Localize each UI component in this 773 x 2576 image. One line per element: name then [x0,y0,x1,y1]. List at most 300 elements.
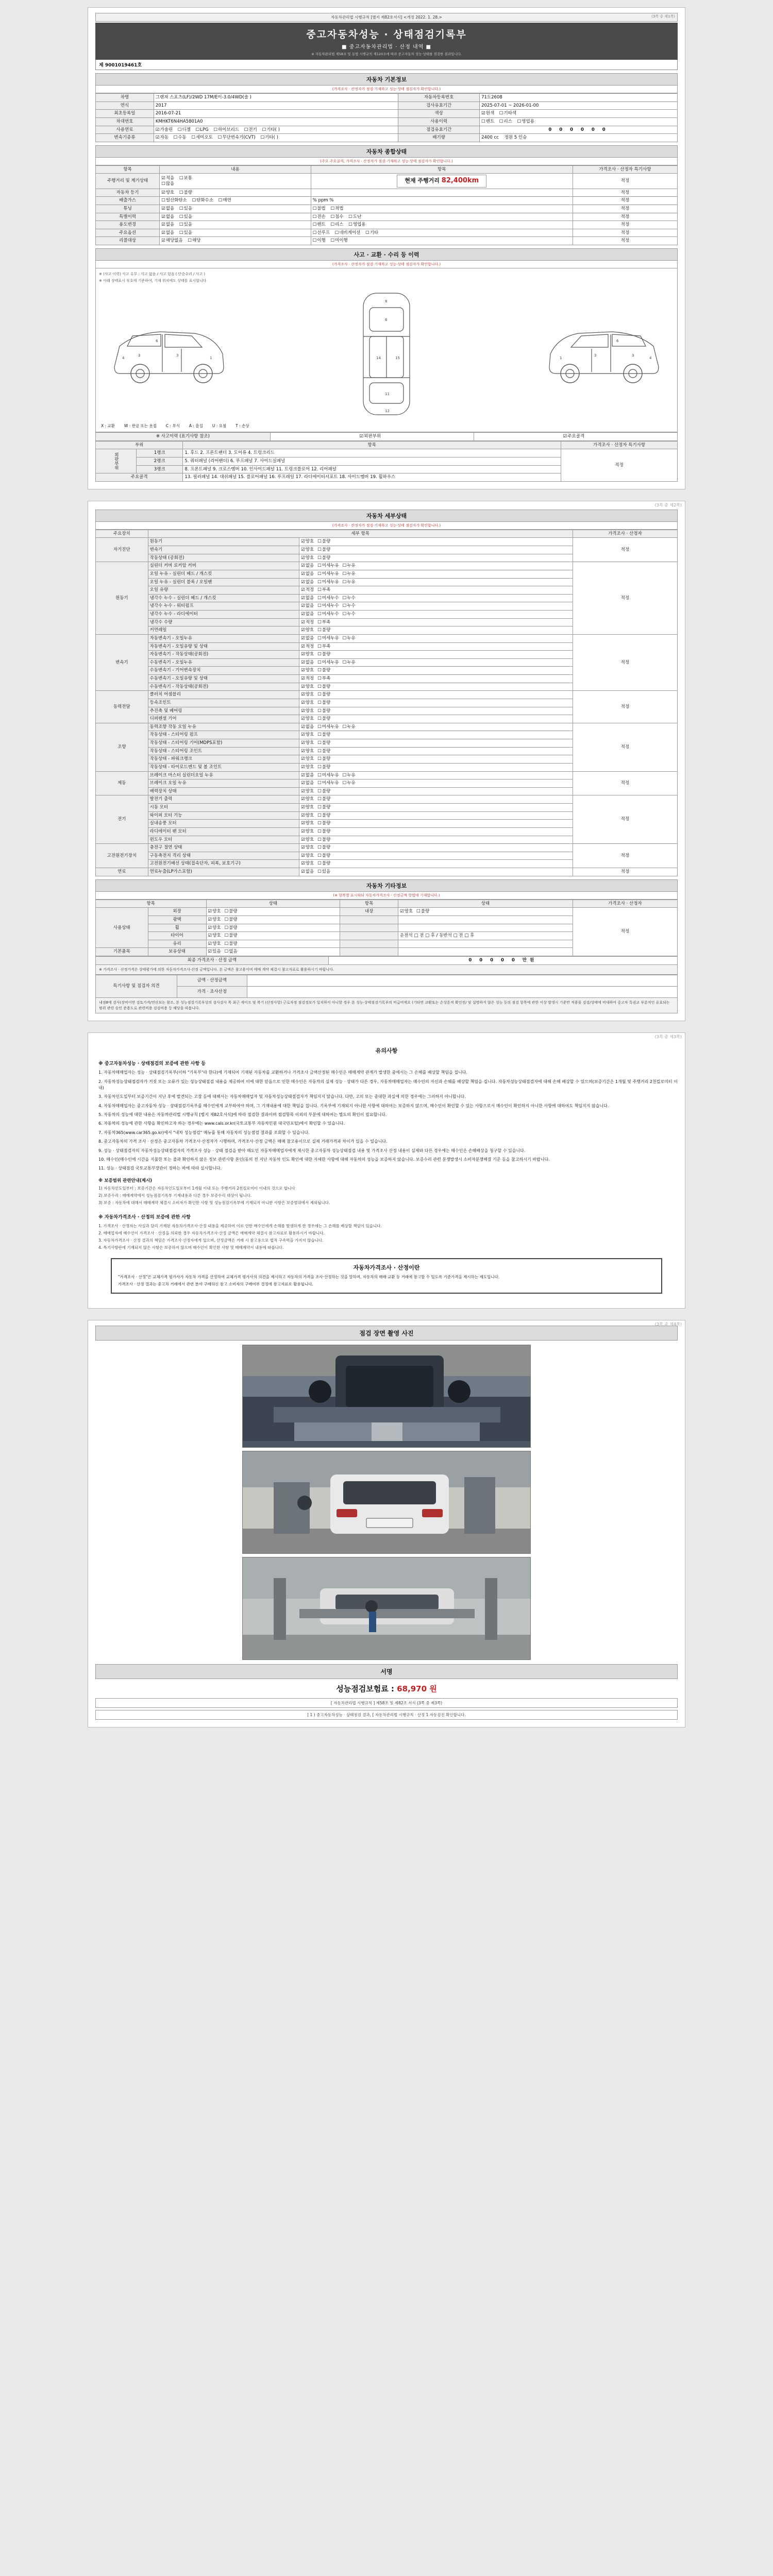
rank-items: 8. 프론트패널 9. 크로스멤버 10. 인사이드패널 11. 트렁크플로어 12. 리어패널 [183,465,561,473]
detail-option-1[interactable]: ☐ 불량 [317,749,330,754]
detail-note-cell: 적정 [573,562,677,635]
other-item-label: 타이어 [148,932,206,940]
detail-option-0[interactable]: ☑ 없음 [301,603,314,609]
detail-option-1[interactable]: ☐ 불량 [317,805,330,810]
detail-option-0[interactable]: ☑ 양호 [301,668,314,673]
other-option-0[interactable]: ☑ 양호 [208,917,221,923]
fuel-option-3[interactable]: ☐ 하이브리드 [213,127,239,133]
state-sub-checkboxes [311,221,573,229]
device-group-label: 동력전달 [96,691,148,723]
notice-item: 4. 자동차매매업자는 중고자동차 성능 · 상태점검기록부를 매수인에게 교부하여야 하며, 그 기재내용에 대한 책임을 집니다. 기록부에 기재되지 아니한 사항에 대하여는 보증하지 않으며, 매수인이 확인할 수 있는 사항으로서 매수인이 확인하지 아니한 사항에 대하여도 책임지지 않습니다. [98,1103,609,1108]
detail-item-checkboxes [299,787,573,795]
detail-option-1[interactable]: ☐ 불량 [317,853,330,859]
row-label: 변속기종류 [96,134,154,142]
state-checkboxes [160,221,311,229]
opt-1[interactable]: ☐ 있음 [179,206,192,212]
detail-option-0[interactable]: ☑ 양호 [301,796,314,802]
device-group-label: 원동기 [96,562,148,635]
detail-option-0[interactable]: ☑ 양호 [301,692,314,698]
detail-option-0[interactable]: ☑ 없음 [301,596,314,601]
detail-option-1[interactable]: ☐ 불량 [317,547,330,553]
detail-option-1[interactable]: ☐ 불량 [317,861,330,867]
detail-option-1[interactable]: ☐ 미세누유 [317,571,339,577]
detail-option-0[interactable]: ☑ 없음 [301,612,314,617]
detail-option-1[interactable]: ☐ 불량 [317,732,330,738]
detail-option-1[interactable]: ☐ 불량 [317,837,330,843]
detail-option-1[interactable]: ☐ 불량 [317,829,330,835]
transmission-checkboxes [154,134,398,142]
svg-text:3: 3 [138,353,141,358]
detail-item-checkboxes [299,723,573,731]
other-item-label-2: 내장 [340,908,398,916]
accident-note-cell: 적정 [561,449,678,482]
detail-option-1[interactable]: ☐ 미세누수 [317,603,339,609]
footer-note-1: [ 자동차관리법 시행규칙 ] 제58조 및 제82조 서식 (3쪽 중 제3쪽) [95,1698,678,1708]
detail-option-1[interactable]: ☐ 불량 [317,789,330,794]
detail-option-0[interactable]: ☑ 양호 [301,716,314,722]
detail-option-1[interactable]: ☐ 부족 [317,644,330,650]
frame-option[interactable]: ☑ 주요골격 [563,434,584,439]
detail-option-0[interactable]: ☑ 양호 [301,749,314,754]
sub-opt-1[interactable]: ☐ 네비게이션 [335,230,361,236]
device-group-label: 전기 [96,795,148,844]
detail-option-2[interactable]: ☐ 누유 [343,724,356,730]
detail-option-2[interactable]: ☐ 누유 [343,781,356,786]
sub-opt-2[interactable]: ☐ 기타 [365,230,378,236]
detail-option-0[interactable]: ☑ 없음 [301,636,314,641]
table-row [96,197,678,205]
detail-option-0[interactable]: ☑ 양호 [301,708,314,714]
detail-item-label: 브레이크 오일 누유 [148,779,299,788]
other-item-label-2 [340,948,398,956]
use-option-1[interactable]: ☐ 리스 [499,119,512,125]
table-row [96,221,678,229]
row-label: 자동차등록번호 [398,94,480,102]
col-header-note: 가격조사 · 산정자 특기사항 [561,441,678,449]
rank-items: 5. 쿼터패널 (리어팬더) 6. 루프패널 7. 사이드실패널 [183,457,561,465]
detail-item-label: 동력조향 작동 오일 누유 [148,723,299,731]
detail-option-0[interactable]: ☑ 양호 [301,652,314,657]
sub-opt-0[interactable]: ☐ 불법 [313,206,326,212]
mileage-option-2[interactable]: ☐ 많음 [161,181,174,187]
detail-option-0[interactable]: ☑ 양호 [301,765,314,770]
color-option-1[interactable]: ☐ 기타색 [499,111,516,116]
state-checkboxes [160,229,311,237]
fuel-option-2[interactable]: ☐ LPG [196,127,209,133]
detail-option-0[interactable]: ☑ 적정 [301,676,314,682]
detail-option-0[interactable]: ☑ 양호 [301,740,314,746]
damage-legend [99,421,674,429]
mileage-value-cell [311,174,573,189]
detail-option-1[interactable]: ☐ 부족 [317,676,330,682]
other-option2-1[interactable]: ☐ 불량 [416,909,429,914]
svg-text:6: 6 [616,339,619,343]
photo-rear-image [243,1451,531,1554]
detail-item-checkboxes [299,546,573,554]
final-price-label: 최종 가격조사 · 산정 금액 [96,957,329,965]
other-option-0[interactable]: ☑ 있음 [208,949,221,955]
use-option-2[interactable]: ☐ 영업용 [517,119,534,125]
opt-0[interactable]: ☑ 해당없음 [161,238,182,244]
notice-sub-item: 1. 가격조사 · 산정자는 사실과 달리 기재된 자동차가격조사·산정 내용을 제공하여 이로 인한 매수인에게 손해를 발생하게 한 경우에는 그 손해를 배상할 책임이 있습니다. [98,1223,382,1228]
detail-option-1[interactable]: ☐ 미세누유 [317,563,339,569]
opt-1[interactable]: ☐ 해당 [188,238,200,244]
detail-option-1[interactable]: ☐ 불량 [317,555,330,561]
sub-opt-0[interactable]: ☐ 렌트 [313,222,326,228]
detail-option-0[interactable]: ☑ 없음 [301,724,314,730]
detail-option-2[interactable]: ☐ 누유 [343,571,356,577]
detail-option-2[interactable]: ☐ 누유 [343,773,356,778]
row-label: 차명 [96,94,154,102]
other-option2-0[interactable]: ☑ 양호 [400,909,413,914]
row-label-mileage: 주행거리 및 계기상태 [96,174,160,189]
other-option-0[interactable]: ☑ 양호 [208,925,221,931]
detail-item-label: 작동상태 - 스티어링 조인트 [148,747,299,755]
detail-option-1[interactable]: ☐ 불량 [317,628,330,633]
row-label: 자동차 등기 [96,189,160,197]
section-other-title: 자동차 기타정보 [95,879,678,892]
detail-option-1[interactable]: ☐ 미세누유 [317,781,339,786]
detail-option-1[interactable]: ☐ 불량 [317,740,330,746]
detail-item-checkboxes [299,651,573,659]
detail-option-1[interactable]: ☐ 있음 [317,869,330,875]
car-top-diagram [348,287,425,421]
legend-t: T : 손상 [236,423,249,428]
other-option-0[interactable]: ☑ 양호 [208,909,221,914]
opt-0[interactable]: ☑ 없음 [161,214,174,220]
table-header-row [96,165,678,174]
detail-option-1[interactable]: ☐ 불량 [317,692,330,698]
rank-items: 13. 필러패널 14. 대쉬패널 15. 플로어패널 16. 루프레일 17. 라디에이터서포트 18. 사이드멤버 19. 휠하우스 [183,473,561,482]
detail-option-0[interactable]: ☑ 양호 [301,837,314,843]
detail-item-label: 시동 모터 [148,804,299,812]
sub-opt-2[interactable]: ☐ 도난 [348,214,361,220]
photo-rear-view[interactable] [242,1451,531,1554]
legend-u: U : 요철 [212,423,227,428]
section-accident-subtitle: (가격조사 · 산정자가 점검·기재하고 성능·상태 점검자가 확인합니다.) [95,261,678,268]
detail-option-2[interactable]: ☐ 누유 [343,636,356,641]
sub-opt-0[interactable]: ☐ 이행 [313,238,326,244]
other-group-label: 사용상태 [96,908,148,948]
detail-option-0[interactable]: ☑ 양호 [301,813,314,819]
row-label: 차대번호 [96,117,154,126]
mileage-label: 현재 주행거리 [405,177,440,184]
detail-option-2[interactable]: ☐ 누유 [343,563,356,569]
sub-opt-0[interactable]: ☐ 선루프 [313,230,330,236]
detail-item-checkboxes [299,795,573,804]
detail-item-label: 수동변속기 - 기어변속장치 [148,667,299,675]
note-cell: 적정 [573,174,677,189]
col-header-items: 항목 [183,441,561,449]
opt-1[interactable]: ☐ 불량 [179,190,192,196]
outer-panel-group-label: 외판부위 [96,449,137,473]
table-row [96,229,678,237]
detail-option-1[interactable]: ☐ 불량 [317,700,330,706]
other-item-label: 보유상태 [148,948,206,956]
table-row [96,134,678,142]
table-row [96,975,678,987]
page-number-2: (3쪽 중 제2쪽) [654,502,682,507]
opt-1[interactable]: ☐ 있음 [179,230,192,236]
table-row [96,237,678,245]
detail-option-0[interactable]: ☑ 양호 [301,805,314,810]
detail-option-0[interactable]: ☑ 양호 [301,845,314,851]
detail-option-1[interactable]: ☐ 불량 [317,668,330,673]
mileage-option-0[interactable]: ☑ 적음 [161,176,174,181]
detail-item-label: 와이퍼 모터 기능 [148,811,299,820]
opt-0[interactable]: ☑ 없음 [161,222,174,228]
detail-option-0[interactable]: ☑ 양호 [301,547,314,553]
sub-opt-0[interactable]: ☐ 전손 [313,214,326,220]
page-subtitle: ■ 중고자동차관리법 · 산정 내역 ■ [342,44,431,50]
notice-item: 5. 자동차의 성능에 대한 내용은 자동차관리법 시행규칙 [별지 제82호서식]에 따라 점검한 결과이며 점검항목 이외의 부분에 대하여는 별도의 확인이 필요합니다. [98,1112,387,1117]
detail-item-label: 수동변속기 - 오일누유 [148,658,299,667]
table-row [96,868,678,876]
other-option-1[interactable]: ☐ 불량 [225,933,238,939]
car-side-right-diagram [540,305,669,403]
detail-option-2[interactable]: ☐ 누수 [343,603,356,609]
detail-option-0[interactable]: ☑ 없음 [301,571,314,577]
other-item-label: 휠 [148,924,206,932]
frame-check [474,433,677,441]
detail-item-checkboxes [299,771,573,779]
table-row [96,844,678,852]
overall-state-table [95,165,678,245]
photo-lift-technician[interactable] [242,1557,531,1660]
detail-item-label: 작동상태 - 타이로드엔드 및 볼 조인트 [148,763,299,771]
detail-item-checkboxes [299,755,573,764]
detail-option-1[interactable]: ☐ 미세누유 [317,580,339,585]
detail-option-0[interactable]: ☑ 양호 [301,555,314,561]
notice-sub-list-2 [95,1185,678,1206]
detail-option-1[interactable]: ☐ 불량 [317,765,330,770]
detail-option-1[interactable]: ☐ 불량 [317,652,330,657]
table-row [96,957,678,965]
detail-item-checkboxes [299,827,573,836]
detail-option-0[interactable]: ☑ 없음 [301,869,314,875]
trans-option-2[interactable]: ☐ 세미오토 [191,135,212,141]
state-checkboxes [160,197,311,205]
device-group-label: 자기진단 [96,538,148,562]
row-label: 점검유효기간 [398,126,480,134]
table-header-row [96,441,678,449]
other-note-cell: 적정 [573,908,677,956]
svg-text:11: 11 [385,392,390,396]
detail-option-0[interactable]: ☑ 양호 [301,829,314,835]
other-option-1[interactable]: ☐ 불량 [225,909,238,914]
page-title: 중고자동차성능 · 상태점검기록부 [306,29,467,40]
detail-item-label: 냉각수 누수 - 워터펌프 [148,602,299,611]
detail-option-0[interactable]: ☑ 양호 [301,789,314,794]
opt-1[interactable]: ☐ 있음 [179,222,192,228]
detail-option-0[interactable]: ☑ 없음 [301,660,314,666]
detail-option-0[interactable]: ☑ 적정 [301,587,314,593]
document-title-block [95,23,678,60]
mileage-option-1[interactable]: ☐ 보통 [179,176,192,181]
detail-option-2[interactable]: ☐ 누수 [343,596,356,601]
other-option-1[interactable]: ☐ 불량 [225,941,238,947]
detail-item-label: 클러치 어셈블리 [148,691,299,699]
table-row [96,562,678,570]
notice-sub-item: 3) 보증 : 자동차에 대해서 매매계약 체결시 소비자가 확인한 사항 및 성능점검기록부에 기재되지 아니한 사항은 보증범위에서 제외됩니다. [98,1200,330,1206]
detail-option-0[interactable]: ☑ 없음 [301,563,314,569]
detail-option-1[interactable]: ☐ 미세누유 [317,773,339,778]
detail-option-1[interactable]: ☐ 부족 [317,620,330,625]
other-item-label-2 [340,932,398,940]
row-label: 사용이력 [398,117,480,126]
detail-item-checkboxes [299,570,573,578]
trans-option-0[interactable]: ☑ 자동 [156,135,169,141]
detail-option-0[interactable]: ☑ 양호 [301,821,314,826]
color-checkboxes [480,110,678,118]
fuel-option-0[interactable]: ☑ 가솔린 [156,127,173,133]
detail-item-label: 작동상태 - 스티어링 펌프 [148,731,299,739]
notice-list [95,1070,678,1172]
opt-2[interactable]: ☐ 매연 [219,198,231,204]
detail-item-label: 오일 누유 - 실린더 헤드 / 개스킷 [148,570,299,578]
detail-option-1[interactable]: ☐ 불량 [317,539,330,545]
table-row [96,538,678,546]
other-option-0[interactable]: ☑ 양호 [208,933,221,939]
detail-option-2[interactable]: ☐ 누수 [343,612,356,617]
svg-text:4: 4 [649,356,652,360]
use-option-0[interactable]: ☐ 렌트 [481,119,494,125]
state-extra [311,189,573,197]
detail-option-1[interactable]: ☐ 불량 [317,796,330,802]
photo-underbody[interactable] [242,1345,531,1448]
detail-option-0[interactable]: ☑ 양호 [301,628,314,633]
fuel-option-5[interactable]: ☐ 기타( ) [262,127,280,133]
trans-option-3[interactable]: ☐ 무단변속기(CVT) [218,135,256,141]
detail-option-0[interactable]: ☑ 적정 [301,644,314,650]
detail-item-checkboxes [299,562,573,570]
other-item-checkboxes [206,948,340,956]
other-item-label: 유리 [148,940,206,948]
detail-option-1[interactable]: ☐ 불량 [317,756,330,762]
detail-item-checkboxes [299,602,573,611]
detail-option-1[interactable]: ☐ 미세누유 [317,636,339,641]
col-header-subitem: 세부 항목 [148,530,573,538]
detail-option-0[interactable]: ☑ 양호 [301,732,314,738]
section-other-subtitle: (※ 항목별 표시하되 자동차가격조사 · 산정금액 방법에 기재합니다.) [95,892,678,900]
appraisal-definition-title: 자동차가격조사 · 산정이란 [353,1264,420,1271]
opinion-sub-label-1: 금액 · 산정금액 [177,975,247,987]
photo-lift-image [243,1557,531,1660]
notice-item: 2. 자동차성능상태점검자가 거짓 또는 오류가 있는 성능상태점검 내용을 제공하여 이에 대한 믿음으로 인한 매수인은 자동차의 실제 성능 · 상태가 다른 경우, 자동차매매업자는 매수인의 자신과 손해를 배상할 책임을 집니다. 자동차성능상태점검자에 대해 손해 배상할 수 있으며(보증기간은 1개월 및 주행거리 2천킬로미터 이내) [98,1079,678,1090]
detail-option-1[interactable]: ☐ 불량 [317,821,330,826]
sub-opt-2[interactable]: ☐ 영업용 [348,222,365,228]
detail-option-0[interactable]: ☑ 적정 [301,620,314,625]
sub-opt-1[interactable]: ☐ 적법 [330,206,343,212]
detail-option-0[interactable]: ☑ 양호 [301,861,314,867]
detail-option-1[interactable]: ☐ 불량 [317,708,330,714]
inspection-fee-row [95,1679,678,1696]
car-diagrams [99,285,674,421]
device-group-label: 제동 [96,771,148,795]
section-detail-title: 자동차 세부상태 [95,510,678,522]
opt-1[interactable]: ☐ 있음 [179,214,192,220]
detail-option-0[interactable]: ☑ 없음 [301,580,314,585]
detail-item-label: 수동변속기 - 작동상태(공회전) [148,683,299,691]
detail-option-1[interactable]: ☐ 미세누수 [317,596,339,601]
detail-option-0[interactable]: ☑ 없음 [301,781,314,786]
color-option-0[interactable]: ☑ 원색 [481,111,494,116]
other-option-0[interactable]: ☑ 양호 [208,941,221,947]
row-label: 검사유효기간 [398,101,480,110]
device-group-label: 조향 [96,723,148,771]
opt-0[interactable]: ☑ 없음 [161,206,174,212]
detail-item-label: 작동상태 - 스티어링 기어(MDPS포함) [148,739,299,748]
detail-option-0[interactable]: ☑ 양호 [301,853,314,859]
detail-option-1[interactable]: ☐ 불량 [317,684,330,690]
detail-option-2[interactable]: ☐ 누유 [343,580,356,585]
detail-option-1[interactable]: ☐ 불량 [317,845,330,851]
other-item-checkboxes [206,940,340,948]
row-label: 배기량 [398,134,480,142]
notice-sub-item: 1) 자동차인도일부터 : 보증기간은 자동차인도일로부터 1개월 이내 또는 주행거리 2천킬로미터 이내의 것으로 합니다 [98,1185,295,1191]
detail-note-cell: 적정 [573,771,677,795]
sub-opt-1[interactable]: ☐ 미이행 [330,238,347,244]
opt-0[interactable]: ☑ 양호 [161,190,174,196]
detail-option-1[interactable]: ☐ 미세누유 [317,724,339,730]
opt-0[interactable]: ☑ 없음 [161,230,174,236]
table-row [96,213,678,221]
table-row [96,449,678,457]
table-header-row [96,900,678,908]
detail-option-1[interactable]: ☐ 미세누유 [317,660,339,666]
sub-opt-1[interactable]: ☐ 침수 [330,214,343,220]
note-cell: 적정 [573,229,677,237]
detail-option-0[interactable]: ☑ 양호 [301,684,314,690]
fuel-option-4[interactable]: ☐ 전기 [244,127,257,133]
detail-option-0[interactable]: ☑ 없음 [301,773,314,778]
detail-option-0[interactable]: ☑ 양호 [301,700,314,706]
detail-item-label: 실린더 커버 로커암 커버 [148,562,299,570]
opinion-label: 특기사항 및 점검자 의견 [96,975,177,998]
detail-item-checkboxes [299,634,573,642]
legend-c: C : 부식 [165,423,180,428]
trans-option-4[interactable]: ☐ 기타( ) [261,135,278,141]
sub-opt-1[interactable]: ☐ 리스 [330,222,343,228]
detail-option-2[interactable]: ☐ 누유 [343,660,356,666]
other-item-checkboxes [206,924,340,932]
fuel-option-1[interactable]: ☐ 디젤 [178,127,191,133]
trans-option-1[interactable]: ☐ 수동 [174,135,187,141]
other-item-checkboxes [206,916,340,924]
detail-option-1[interactable]: ☐ 불량 [317,813,330,819]
other-item-label: 광택 [148,916,206,924]
other-option-1[interactable]: ☐ 없음 [225,949,238,955]
detail-option-0[interactable]: ☑ 양호 [301,756,314,762]
opt-0[interactable]: ☐ 일산화탄소 [161,198,187,204]
detail-item-checkboxes [299,804,573,812]
outer-panel-option[interactable]: ☑ 외판부위 [360,434,381,439]
notice-subheading-1: ※ 중고자동차성능 · 상태점검의 보증에 관한 사항 등 [98,1061,206,1067]
detail-option-0[interactable]: ☑ 양호 [301,539,314,545]
other-option-1[interactable]: ☐ 불량 [225,925,238,931]
detail-option-1[interactable]: ☐ 불량 [317,716,330,722]
detail-option-1[interactable]: ☐ 부족 [317,587,330,593]
other-option-1[interactable]: ☐ 불량 [225,917,238,923]
other-item-checkboxes-2 [398,948,573,956]
table-row [96,634,678,642]
opt-1[interactable]: ☐ 탄화수소 [192,198,213,204]
detail-item-label: 배력장치 상태 [148,787,299,795]
legal-form-notice [95,13,678,22]
detail-option-1[interactable]: ☐ 미세누수 [317,612,339,617]
detail-note-cell: 적정 [573,691,677,723]
detail-item-checkboxes [299,554,573,562]
